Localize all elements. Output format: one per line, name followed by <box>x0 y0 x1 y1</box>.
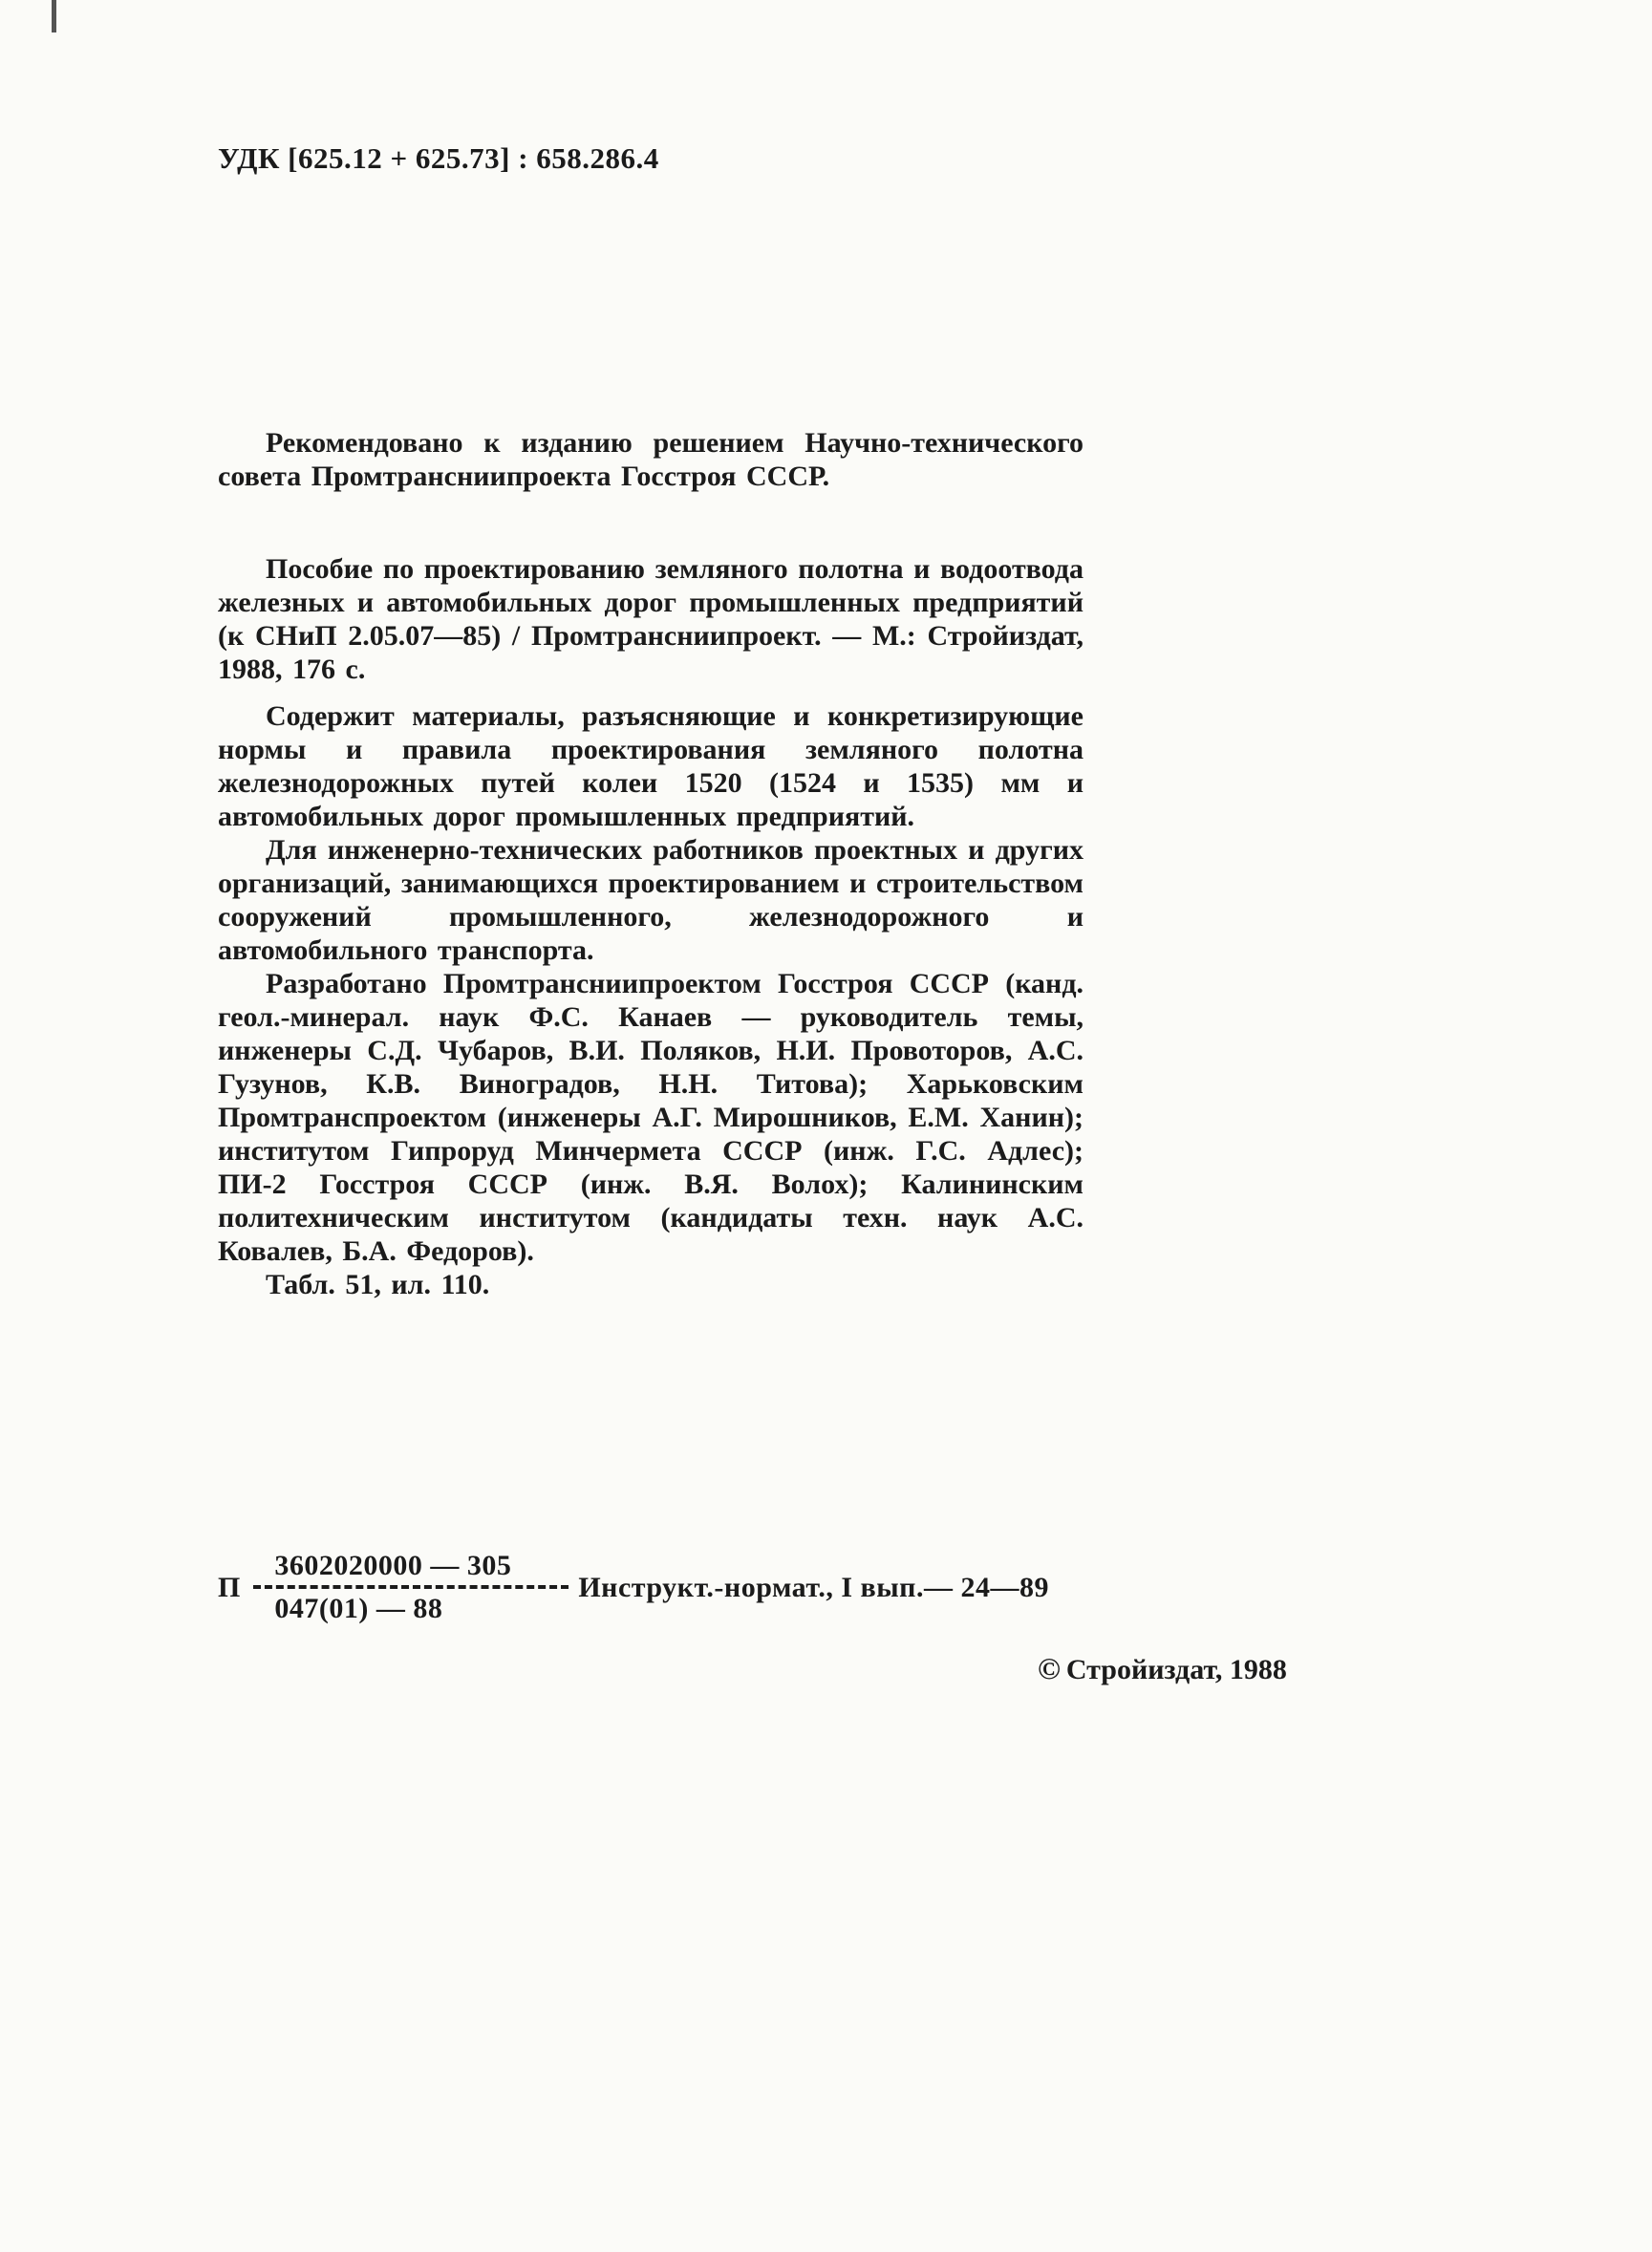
catalog-index-block <box>218 1550 1049 1624</box>
copyright-icon: © <box>1038 1651 1061 1685</box>
catalog-index-denominator: 047(01) — 88 <box>274 1593 443 1624</box>
udc-classification-line: УДК [625.12 + 625.73] : 658.286.4 <box>218 141 659 175</box>
annotation-paragraph-contents: Содержит материалы, разъясняющие и конкретизирующие нормы и правила проектирования земляного полотна железнодорожных путей колеи 1520 (1524 и 1535) мм и автомобильных дорог промышленных предприятий. <box>218 700 1083 832</box>
annotation-block <box>218 699 1083 1301</box>
fraction-dashed-rule <box>253 1585 569 1589</box>
bibliographic-description-paragraph: Пособие по проектированию земляного полотна и водоотвода железных и автомобильных дорог промышленных предприятий (к СНиП 2.05.07—85) / Промтрансниипроект. — М.: Стройиздат, 1988, 176 с. <box>218 553 1083 685</box>
annotation-paragraph-tables-count: Табл. 51, ил. 110. <box>266 1269 490 1300</box>
copyright-text: Стройиздат, 1988 <box>1065 1654 1287 1685</box>
catalog-index-numerator: 3602020000 — 305 <box>274 1550 512 1581</box>
imprint-text-block <box>218 141 1083 1301</box>
recommendation-paragraph: Рекомендовано к изданию решением Научно-технического совета Промтрансниипроекта Госстроя СССР. <box>218 427 1083 492</box>
annotation-paragraph-authors: Разработано Промтрансниипроектом Госстроя СССР (канд. геол.-минерал. наук Ф.С. Канаев — руководитель темы, инженеры С.Д. Чубаров, В.И. Поляков, Н.И. Провоторов, А.С. Гузунов, К.В. Виноградов, Н.Н. Титова); Харьковским Промтранспроектом (инженеры А.Г. Мирошников, Е.М. Ханин); институтом Гипроруд Минчермета СССР (инж. Г.С. Адлес); ПИ-2 Госстроя СССР (инж. В.Я. Волох); Калининским политехническим институтом (кандидаты техн. наук А.С. Ковалев, Б.А. Федоров). <box>218 968 1083 1267</box>
catalog-series-label: Инструкт.-нормат., I вып.— 24—89 <box>578 1571 1049 1603</box>
scan-artifact <box>52 0 56 32</box>
copyright-line <box>1038 1651 1287 1686</box>
catalog-index-fraction <box>253 1550 569 1624</box>
annotation-paragraph-audience: Для инженерно-технических работников проектных и других организаций, занимающихся проектированием и строительством сооружений промышленного, железнодорожного и автомобильного транспорта. <box>218 834 1083 966</box>
catalog-letter-prefix: П <box>218 1571 241 1603</box>
